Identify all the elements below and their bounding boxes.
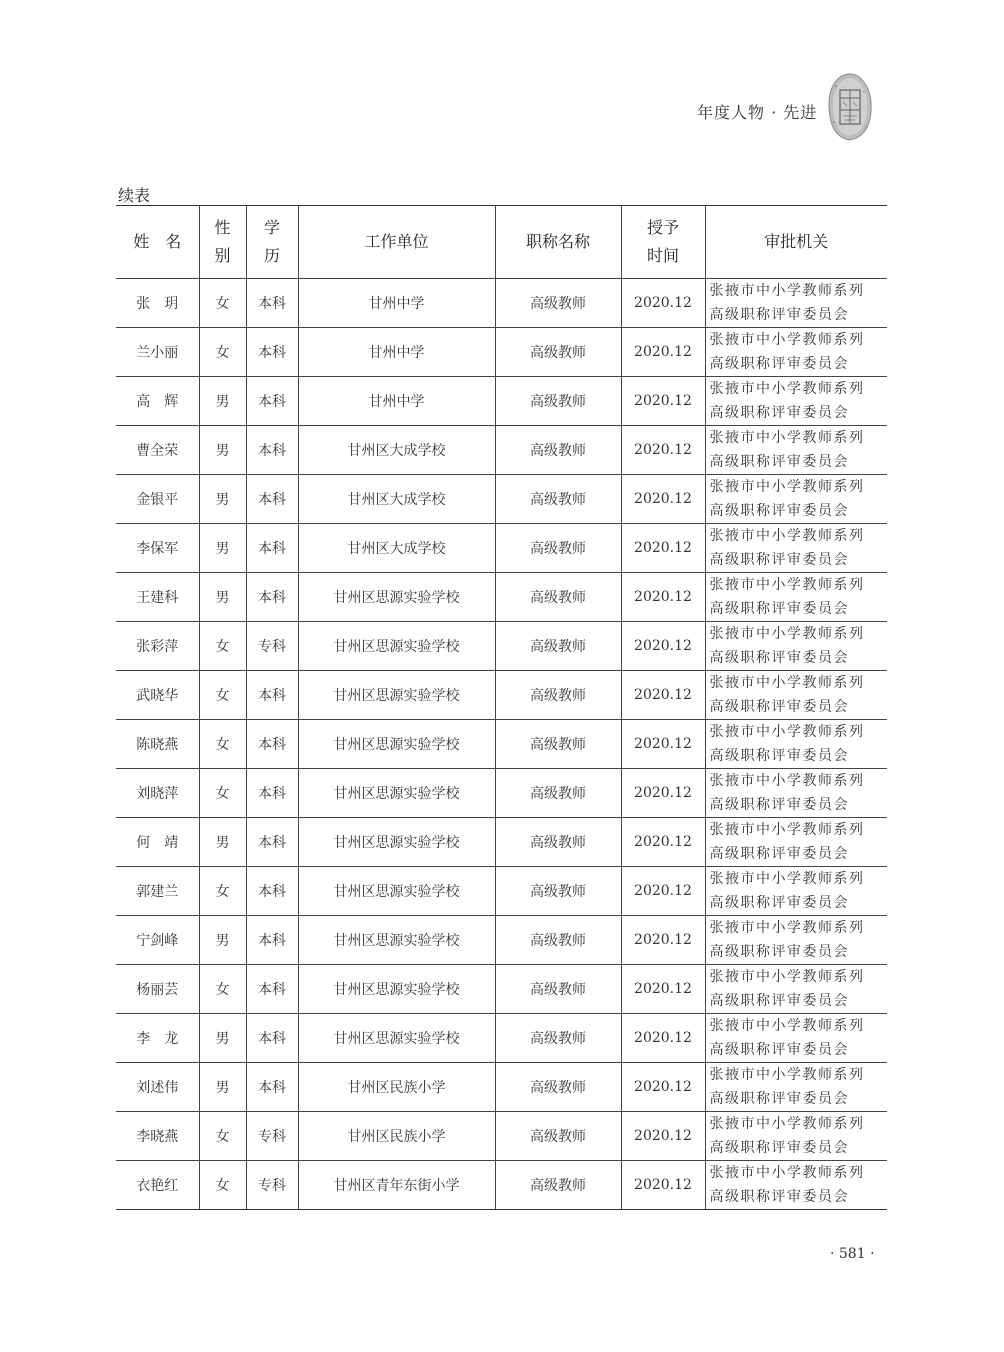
cell-gender: 女 [199,867,246,916]
cell-education: 本科 [246,328,298,377]
cell-authority [705,1063,887,1112]
cell-date: 2020.12 [621,426,705,475]
cell-authority-line2: 高级职称评审委员会 [709,944,849,960]
cell-authority-line1: 张掖市中小学教师系列 [709,969,865,985]
cell-gender: 男 [199,916,246,965]
cell-title: 高级教师 [495,1112,621,1161]
cell-authority [705,328,887,377]
cell-date: 2020.12 [621,1014,705,1063]
table-row [116,720,887,769]
cell-authority [705,965,887,1014]
cell-gender: 男 [199,1063,246,1112]
cell-name: 刘述伟 [116,1063,199,1112]
cell-title: 高级教师 [495,279,621,328]
cell-authority-line2: 高级职称评审委员会 [709,1042,849,1058]
cell-gender: 女 [199,1161,246,1210]
cell-unit: 甘州区大成学校 [298,426,495,475]
cell-education: 本科 [246,524,298,573]
cell-authority-line1: 张掖市中小学教师系列 [709,381,865,397]
cell-name: 金银平 [116,475,199,524]
cell-education: 本科 [246,916,298,965]
cell-authority-line1: 张掖市中小学教师系列 [709,332,865,348]
cell-title: 高级教师 [495,573,621,622]
cell-education: 本科 [246,867,298,916]
cell-authority-line1: 张掖市中小学教师系列 [709,528,865,544]
table-row [116,328,887,377]
table-caption: 续表 [118,186,151,205]
cell-unit: 甘州区民族小学 [298,1063,495,1112]
cell-name: 张彩萍 [116,622,199,671]
col-header-date-line2: 时间 [646,246,679,265]
cell-title: 高级教师 [495,622,621,671]
cell-education: 本科 [246,573,298,622]
col-header-authority: 审批机关 [705,206,887,279]
cell-authority [705,622,887,671]
cell-authority-line1: 张掖市中小学教师系列 [709,1116,865,1132]
cell-date: 2020.12 [621,867,705,916]
cell-authority [705,279,887,328]
cell-name: 王建科 [116,573,199,622]
cell-title: 高级教师 [495,426,621,475]
cell-unit: 甘州区思源实验学校 [298,671,495,720]
cell-gender: 女 [199,279,246,328]
cell-name: 曹全荣 [116,426,199,475]
cell-title: 高级教师 [495,1161,621,1210]
cell-gender: 女 [199,965,246,1014]
cell-name: 兰小丽 [116,328,199,377]
cell-date: 2020.12 [621,279,705,328]
cell-name: 李 龙 [116,1014,199,1063]
table-row [116,671,887,720]
table-row [116,573,887,622]
cell-authority-line1: 张掖市中小学教师系列 [709,920,865,936]
cell-education: 专科 [246,1112,298,1161]
cell-education: 本科 [246,720,298,769]
cell-name: 刘晓萍 [116,769,199,818]
cell-authority [705,475,887,524]
table-row [116,965,887,1014]
cell-authority-line2: 高级职称评审委员会 [709,552,849,568]
cell-gender: 男 [199,377,246,426]
cell-title: 高级教师 [495,818,621,867]
cell-authority-line2: 高级职称评审委员会 [709,503,849,519]
cell-authority [705,426,887,475]
cell-authority-line2: 高级职称评审委员会 [709,797,849,813]
cell-unit: 甘州区思源实验学校 [298,965,495,1014]
cell-name: 武晓华 [116,671,199,720]
cell-name: 李晓燕 [116,1112,199,1161]
cell-date: 2020.12 [621,524,705,573]
cell-authority-line1: 张掖市中小学教师系列 [709,822,865,838]
cell-authority-line1: 张掖市中小学教师系列 [709,1018,865,1034]
cell-title: 高级教师 [495,1014,621,1063]
cell-authority [705,1014,887,1063]
cell-unit: 甘州中学 [298,279,495,328]
cell-unit: 甘州区思源实验学校 [298,1014,495,1063]
cell-name: 张 玥 [116,279,199,328]
cell-unit: 甘州区大成学校 [298,524,495,573]
cell-authority [705,769,887,818]
table-row [116,377,887,426]
cell-date: 2020.12 [621,671,705,720]
cell-date: 2020.12 [621,769,705,818]
cell-authority-line2: 高级职称评审委员会 [709,699,849,715]
table-row [116,1063,887,1112]
table-row [116,524,887,573]
cell-authority [705,1161,887,1210]
col-header-date-line1: 授予 [646,218,679,237]
cell-gender: 男 [199,475,246,524]
table-row [116,1161,887,1210]
cell-authority-line1: 张掖市中小学教师系列 [709,283,865,299]
table-header-row [116,206,887,279]
cell-name: 高 辉 [116,377,199,426]
cell-title: 高级教师 [495,965,621,1014]
table-row [116,622,887,671]
cell-name: 杨丽芸 [116,965,199,1014]
cell-authority-line1: 张掖市中小学教师系列 [709,773,865,789]
section-title: 年度人物 · 先进 [697,103,818,122]
teacher-title-table [116,205,887,1210]
cell-unit: 甘州中学 [298,377,495,426]
col-header-education-line2: 历 [263,246,280,265]
cell-authority-line2: 高级职称评审委员会 [709,454,849,470]
cell-education: 专科 [246,1161,298,1210]
table-row [116,769,887,818]
table-row [116,916,887,965]
cell-authority [705,916,887,965]
cell-authority-line1: 张掖市中小学教师系列 [709,675,865,691]
cell-authority-line2: 高级职称评审委员会 [709,1189,849,1205]
cell-title: 高级教师 [495,720,621,769]
cell-unit: 甘州区思源实验学校 [298,720,495,769]
cell-gender: 男 [199,524,246,573]
col-header-education [246,206,298,279]
cell-education: 本科 [246,769,298,818]
cell-date: 2020.12 [621,475,705,524]
cell-title: 高级教师 [495,1063,621,1112]
cell-authority [705,1112,887,1161]
cell-authority [705,524,887,573]
cell-authority-line1: 张掖市中小学教师系列 [709,724,865,740]
col-header-unit: 工作单位 [298,206,495,279]
col-header-gender [199,206,246,279]
cell-authority-line2: 高级职称评审委员会 [709,307,849,323]
cell-title: 高级教师 [495,475,621,524]
cell-date: 2020.12 [621,818,705,867]
cell-authority-line2: 高级职称评审委员会 [709,405,849,421]
cell-gender: 男 [199,573,246,622]
cell-authority [705,671,887,720]
cell-authority-line2: 高级职称评审委员会 [709,601,849,617]
cell-education: 本科 [246,965,298,1014]
cell-unit: 甘州区思源实验学校 [298,916,495,965]
cell-gender: 男 [199,818,246,867]
cell-gender: 女 [199,622,246,671]
cell-title: 高级教师 [495,671,621,720]
cell-date: 2020.12 [621,965,705,1014]
cell-education: 本科 [246,1063,298,1112]
cell-name: 陈晓燕 [116,720,199,769]
table-row [116,1014,887,1063]
cell-authority-line1: 张掖市中小学教师系列 [709,871,865,887]
cell-gender: 女 [199,1112,246,1161]
cell-date: 2020.12 [621,622,705,671]
cell-authority-line2: 高级职称评审委员会 [709,1140,849,1156]
cell-authority-line1: 张掖市中小学教师系列 [709,430,865,446]
cell-date: 2020.12 [621,1161,705,1210]
cell-education: 本科 [246,475,298,524]
cell-unit: 甘州区思源实验学校 [298,622,495,671]
table-row [116,1112,887,1161]
cell-authority-line1: 张掖市中小学教师系列 [709,1165,865,1181]
table-row [116,426,887,475]
cell-unit: 甘州区青年东街小学 [298,1161,495,1210]
cell-authority [705,720,887,769]
cell-gender: 女 [199,671,246,720]
cell-title: 高级教师 [495,769,621,818]
col-header-title: 职称名称 [495,206,621,279]
cell-authority-line2: 高级职称评审委员会 [709,650,849,666]
cell-unit: 甘州区民族小学 [298,1112,495,1161]
cell-date: 2020.12 [621,328,705,377]
cell-authority-line2: 高级职称评审委员会 [709,846,849,862]
cell-authority-line1: 张掖市中小学教师系列 [709,479,865,495]
cell-authority-line1: 张掖市中小学教师系列 [709,1067,865,1083]
cell-authority [705,867,887,916]
cell-authority-line1: 张掖市中小学教师系列 [709,626,865,642]
cell-authority-line1: 张掖市中小学教师系列 [709,577,865,593]
cell-date: 2020.12 [621,1112,705,1161]
cell-authority [705,818,887,867]
cell-name: 衣艳红 [116,1161,199,1210]
cell-date: 2020.12 [621,573,705,622]
cell-education: 本科 [246,1014,298,1063]
cell-unit: 甘州区思源实验学校 [298,769,495,818]
cell-name: 何 靖 [116,818,199,867]
cell-unit: 甘州区思源实验学校 [298,867,495,916]
cell-title: 高级教师 [495,916,621,965]
cell-unit: 甘州中学 [298,328,495,377]
cell-name: 宁剑峰 [116,916,199,965]
cell-education: 本科 [246,818,298,867]
cell-title: 高级教师 [495,867,621,916]
table-row [116,279,887,328]
cell-date: 2020.12 [621,720,705,769]
cell-title: 高级教师 [495,328,621,377]
cell-authority-line2: 高级职称评审委员会 [709,356,849,372]
cell-gender: 女 [199,328,246,377]
cell-gender: 女 [199,720,246,769]
stone-seal-emblem-icon [826,72,874,142]
cell-unit: 甘州区思源实验学校 [298,573,495,622]
cell-education: 专科 [246,622,298,671]
col-header-name: 姓 名 [116,206,199,279]
col-header-gender-line1: 性 [214,218,231,237]
col-header-education-line1: 学 [263,218,280,237]
cell-education: 本科 [246,377,298,426]
cell-gender: 男 [199,1014,246,1063]
cell-unit: 甘州区大成学校 [298,475,495,524]
cell-date: 2020.12 [621,377,705,426]
cell-authority-line2: 高级职称评审委员会 [709,748,849,764]
table-row [116,475,887,524]
cell-unit: 甘州区思源实验学校 [298,818,495,867]
cell-gender: 女 [199,769,246,818]
cell-authority [705,573,887,622]
cell-name: 李保军 [116,524,199,573]
cell-title: 高级教师 [495,377,621,426]
cell-education: 本科 [246,671,298,720]
cell-authority-line2: 高级职称评审委员会 [709,993,849,1009]
cell-education: 本科 [246,279,298,328]
cell-education: 本科 [246,426,298,475]
cell-gender: 男 [199,426,246,475]
col-header-date [621,206,705,279]
cell-date: 2020.12 [621,916,705,965]
cell-title: 高级教师 [495,524,621,573]
cell-authority [705,377,887,426]
page-number: · 581 · [830,1246,875,1262]
cell-authority-line2: 高级职称评审委员会 [709,895,849,911]
col-header-gender-line2: 别 [214,246,231,265]
cell-date: 2020.12 [621,1063,705,1112]
cell-name: 郭建兰 [116,867,199,916]
cell-authority-line2: 高级职称评审委员会 [709,1091,849,1107]
table-row [116,867,887,916]
table-row [116,818,887,867]
